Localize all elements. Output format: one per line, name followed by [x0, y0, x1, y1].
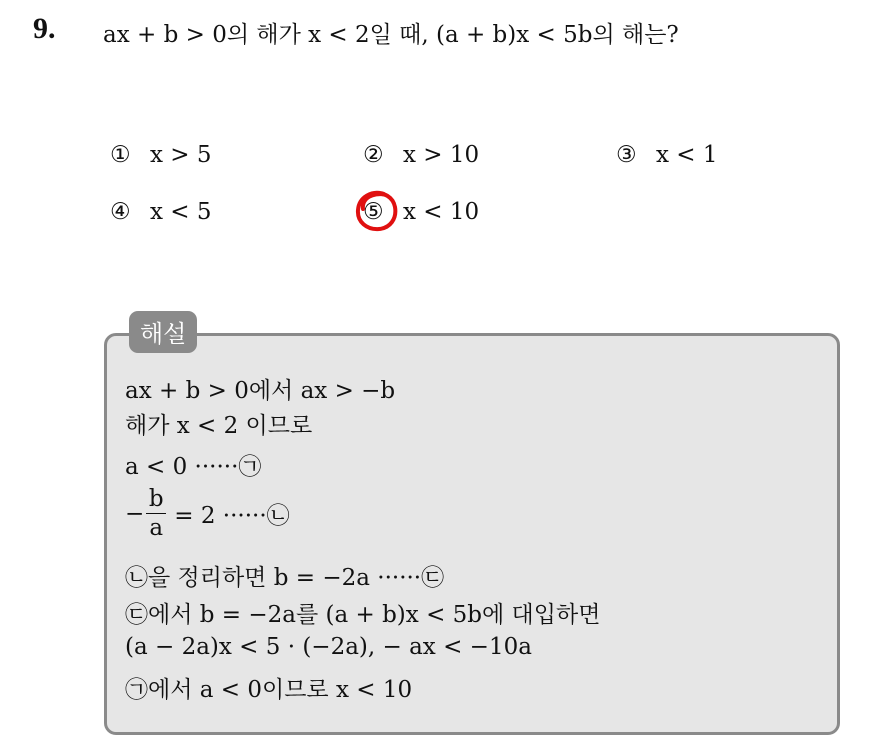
fraction-bar — [146, 513, 166, 514]
choice-text: x < 1 — [656, 142, 718, 168]
minus-sign: − — [125, 500, 145, 527]
choice-number: ① — [110, 142, 131, 168]
choice-number: ⑤ — [363, 199, 384, 225]
solution-line-5: ㉡을 정리하면 b = −2a ······㉢ — [125, 565, 445, 591]
choice-4[interactable] — [110, 199, 212, 225]
choice-text: x < 10 — [403, 199, 480, 225]
solution-line-7: (a − 2a)x < 5 · (−2a), − ax < −10a — [125, 634, 532, 660]
fraction-denominator: a — [149, 515, 164, 541]
solution-line-3: a < 0 ······㉠ — [125, 454, 262, 480]
choice-number: ② — [363, 142, 384, 168]
question-text: ax + b > 0의 해가 x < 2일 때, (a + b)x < 5b의 해는? — [103, 22, 679, 48]
choice-text: x > 5 — [150, 142, 212, 168]
choice-number: ③ — [616, 142, 637, 168]
choice-3[interactable] — [616, 142, 718, 168]
solution-line-1: ax + b > 0에서 ax > −b — [125, 378, 396, 404]
solution-line-6: ㉢에서 b = −2a를 (a + b)x < 5b에 대입하면 — [125, 602, 601, 628]
question-number: 9. — [33, 12, 56, 45]
solution-line-4 — [125, 487, 290, 540]
fraction-numerator: b — [148, 486, 164, 512]
choice-5[interactable] — [363, 199, 479, 225]
solution-label: 해설 — [129, 311, 197, 353]
choice-text: x > 10 — [403, 142, 480, 168]
choice-text: x < 5 — [150, 199, 212, 225]
choice-1[interactable] — [110, 142, 212, 168]
choice-2[interactable] — [363, 142, 479, 168]
fraction — [146, 487, 166, 540]
solution-line-8: ㉠에서 a < 0이므로 x < 10 — [125, 677, 413, 703]
solution-line-2: 해가 x < 2 이므로 — [125, 413, 313, 439]
choice-number: ④ — [110, 199, 131, 225]
equation-rest: = 2 ······㉡ — [174, 503, 290, 529]
